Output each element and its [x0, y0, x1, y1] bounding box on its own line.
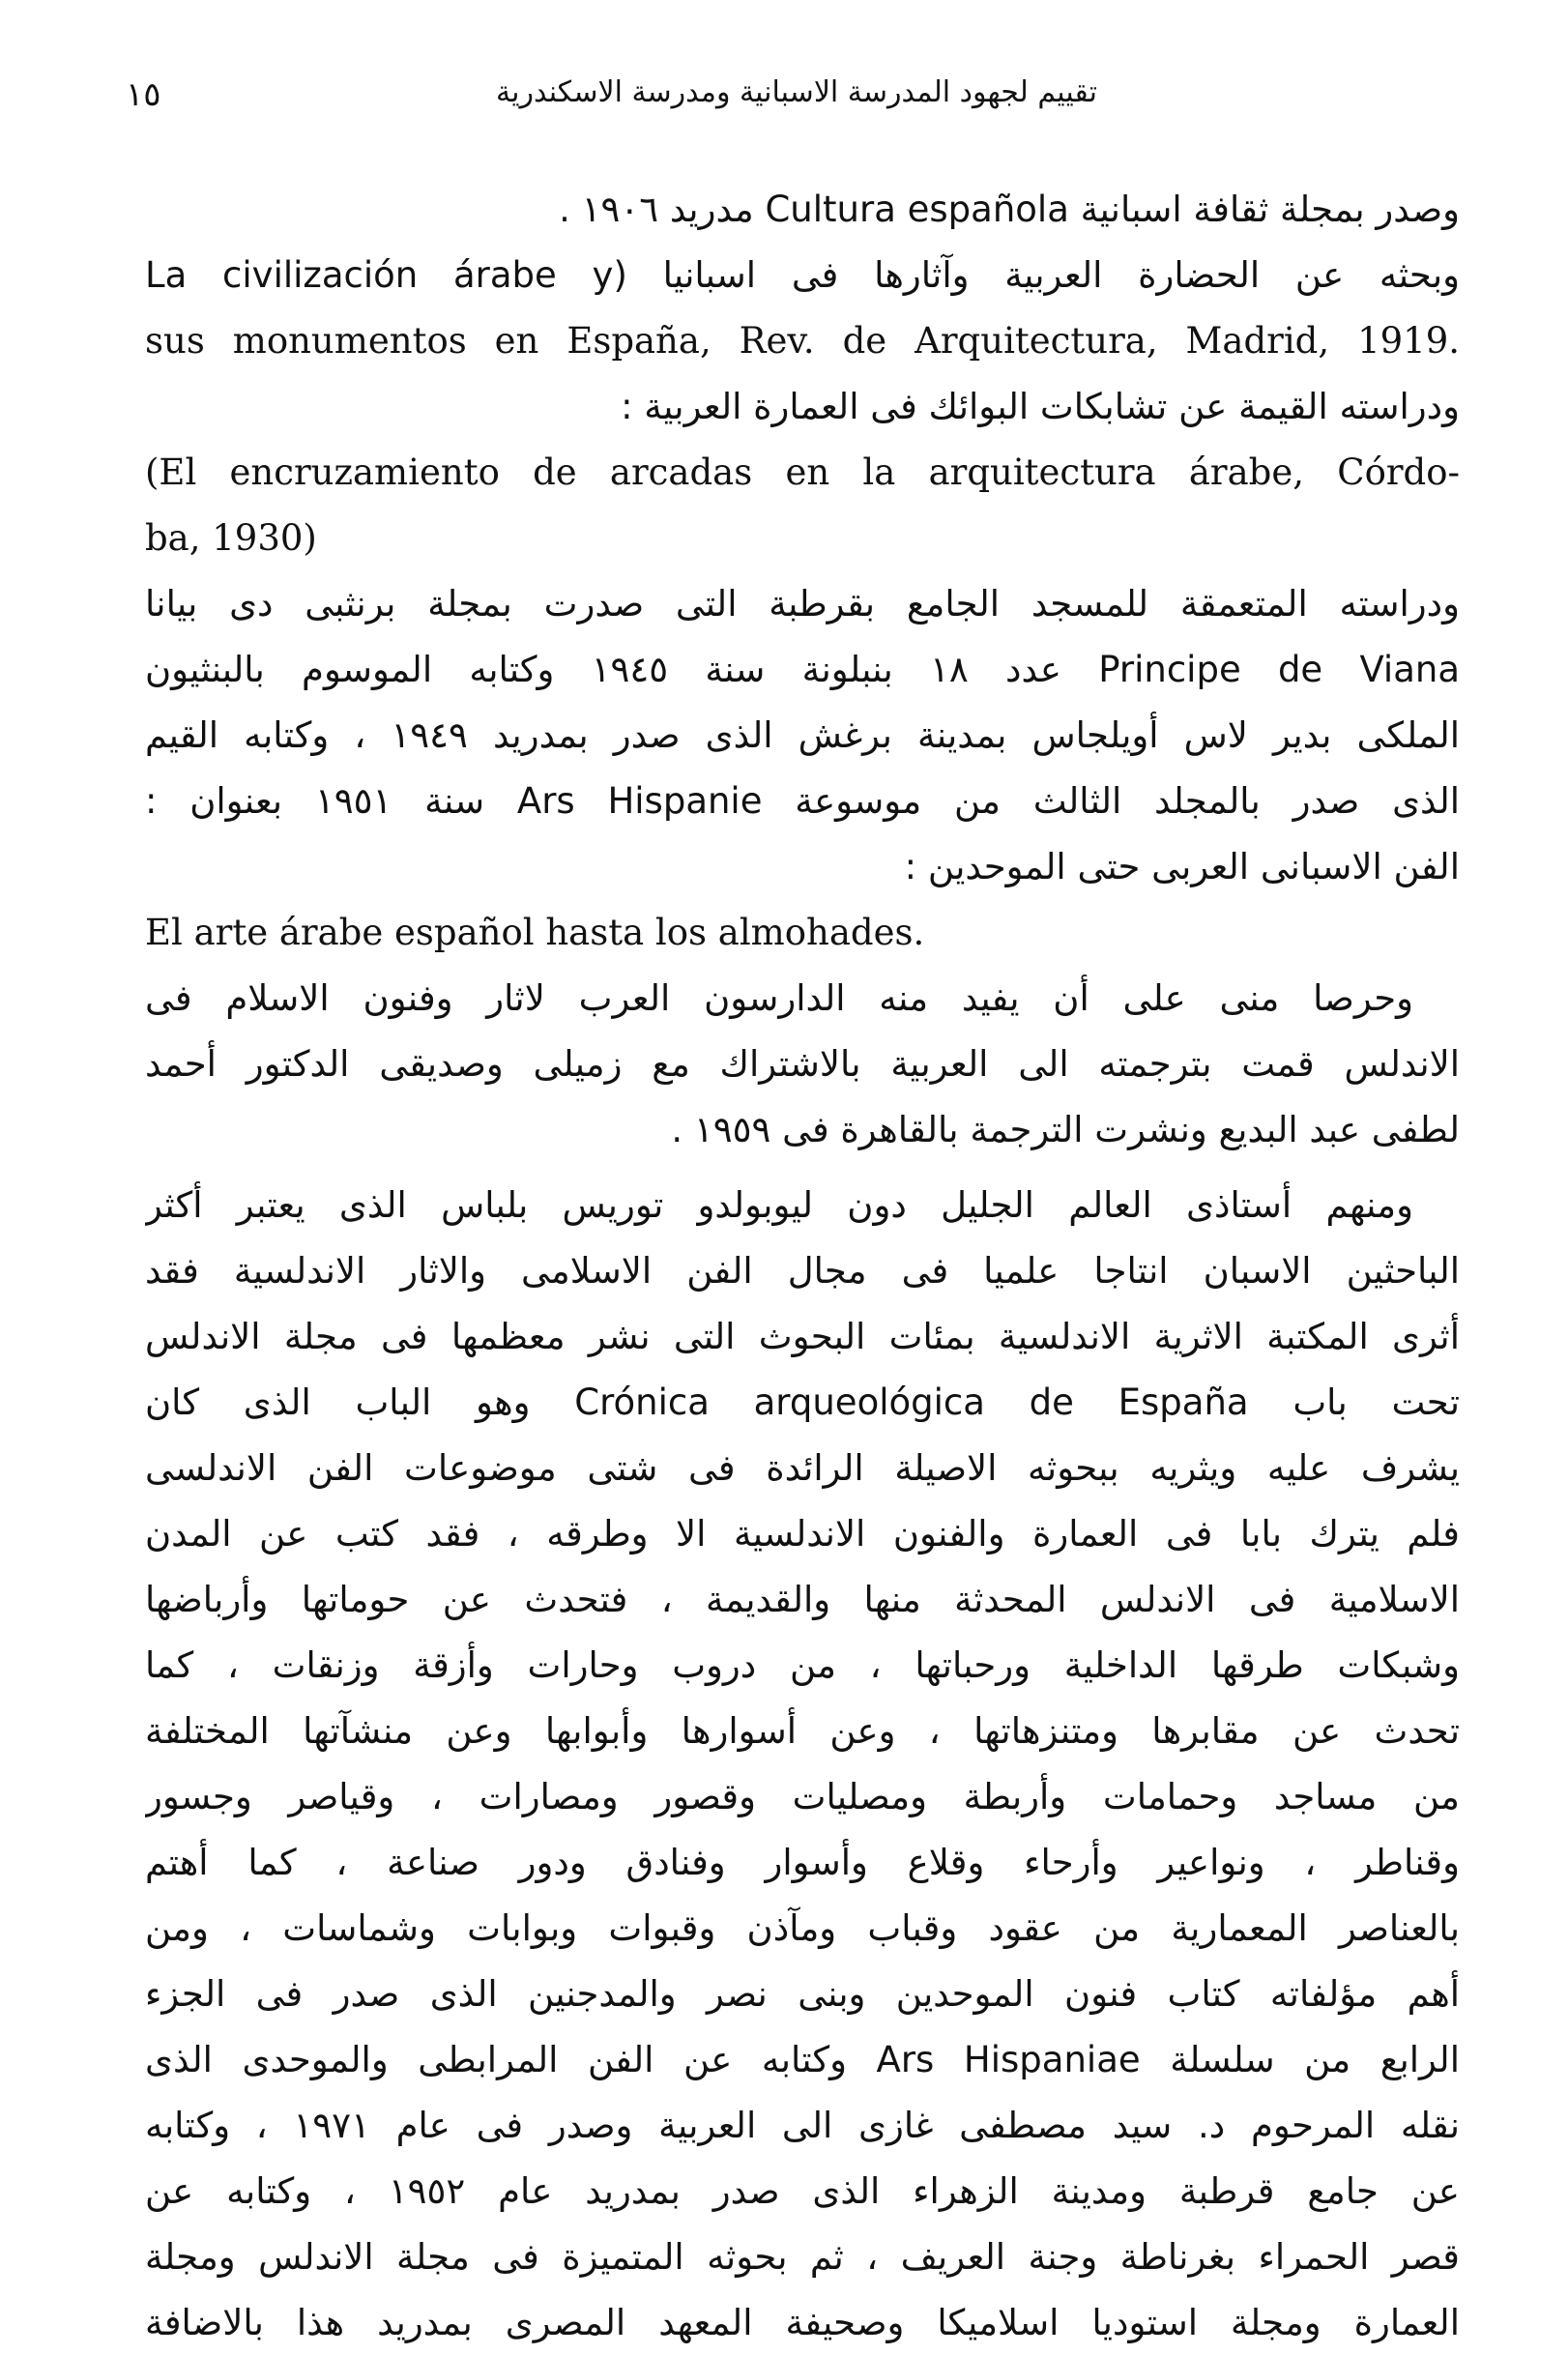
text-line	[145, 636, 1460, 702]
text-line	[145, 2224, 1460, 2289]
body-text	[145, 176, 1460, 2355]
text-line	[145, 1632, 1460, 1698]
text-line-content: تحت باب Crónica arqueológica de España وهو الباب الذى كان	[145, 1381, 1460, 1423]
text-line-content: الذى صدر بالمجلد الثالث من موسوعة Ars Hispanie سنة ١٩٥١ بعنوان :	[145, 779, 1460, 822]
text-line-content: لطفى عبد البديع ونشرت الترجمة بالقاهرة فى ١٩٥٩ .	[671, 1108, 1460, 1150]
text-line	[145, 1237, 1460, 1303]
text-line	[145, 570, 1460, 636]
text-line	[145, 833, 1460, 899]
text-line	[145, 307, 1460, 373]
text-line-content: الاسلامية فى الاندلس المحدثة منها والقديمة ، فتحدث عن حوماتها وأرباضها	[145, 1578, 1460, 1620]
text-line	[145, 1566, 1460, 1632]
text-line-content: وشبكات طرقها الداخلية ورحباتها ، من دروب وحارات وأزقة وزنقات ، كما	[145, 1643, 1460, 1686]
text-line	[145, 1698, 1460, 1763]
text-line	[145, 2158, 1460, 2224]
text-line-content: الباحثين الاسبان انتاجا علميا فى مجال الفن الاسلامى والاثار الاندلسية فقد	[145, 1249, 1460, 1292]
text-line	[145, 373, 1460, 439]
text-line-content: عن جامع قرطبة ومدينة الزهراء الذى صدر بمدريد عام ١٩٥٢ ، وكتابه عن	[145, 2169, 1460, 2212]
text-line-content: بالعناصر المعمارية من عقود وقباب ومآذن وقبوات وبوابات وشماسات ، ومن	[145, 1906, 1460, 1949]
text-line-content: الاندلس قمت بترجمته الى العربية بالاشتراك مع زميلى وصديقى الدكتور أحمد	[145, 1042, 1460, 1085]
text-line-content: وقناطر ، ونواعير وأرحاء وقلاع وأسوار وفنادق ودور صناعة ، كما أهتم	[145, 1841, 1460, 1883]
text-line-content: sus monumentos en España, Rev. de Arquitectura, Madrid, 1919.	[145, 319, 1460, 362]
text-line	[145, 1031, 1460, 1096]
text-line	[145, 768, 1460, 833]
text-line	[145, 1303, 1460, 1369]
running-title: تقييم لجهود المدرسة الاسبانية ومدرسة الاسكندرية	[496, 75, 1097, 109]
text-line-content: فلم يترك بابا فى العمارة والفنون الاندلسية الا وطرقه ، فقد كتب عن المدن	[145, 1512, 1460, 1555]
text-line-content: نقله المرحوم د. سيد مصطفى غازى الى العربية وصدر فى عام ١٩٧١ ، وكتابه	[145, 2104, 1460, 2146]
text-line-content: وبحثه عن الحضارة العربية وآثارها فى اسبانيا (La civilización árabe y	[145, 253, 1460, 296]
text-line-content: الملكى بدير لاس أويلجاس بمدينة برغش الذى صدر بمدريد ١٩٤٩ ، وكتابه القيم	[145, 713, 1460, 756]
text-line-content: العمارة ومجلة استوديا اسلاميكا وصحيفة المعهد المصرى بمدريد هذا بالاضافة	[145, 2301, 1460, 2343]
text-line-content: أثرى المكتبة الاثرية الاندلسية بمئات البحوث التى نشر معظمها فى مجلة الاندلس	[145, 1315, 1460, 1357]
text-line-content: ومنهم أستاذى العالم الجليل دون ليوبولدو توريس بلباس الذى يعتبر أكثر	[145, 1183, 1413, 1226]
text-line	[145, 1500, 1460, 1566]
page-header	[126, 75, 1467, 124]
text-line-content: ودراسته المتعمقة للمسجد الجامع بقرطبة التى صدرت بمجلة برنثبى دى بيانا	[145, 582, 1460, 625]
text-line-content: الرابع من سلسلة Ars Hispaniae وكتابه عن الفن المرابطى والموحدى الذى	[145, 2038, 1460, 2080]
text-line-content: وحرصا منى على أن يفيد منه الدارسون العرب لاثار وفنون الاسلام فى	[145, 976, 1413, 1019]
paragraph-gap	[145, 1162, 1460, 1172]
text-line-content: من مساجد وحمامات وأربطة ومصليات وقصور ومصارات ، وقياصر وجسور	[145, 1775, 1460, 1817]
text-line-content: ba, 1930)	[145, 516, 317, 559]
text-line	[145, 1829, 1460, 1895]
text-line-content: الفن الاسبانى العربى حتى الموحدين :	[904, 845, 1460, 887]
text-line-content: ودراسته القيمة عن تشابكات البوائك فى العمارة العربية :	[621, 385, 1460, 427]
text-line-content: El arte árabe español hasta los almohades.	[145, 911, 925, 953]
text-line-content: Principe de Viana عدد ١٨ بنبلونة سنة ١٩٤٥ وكتابه الموسوم بالبنثيون	[145, 648, 1460, 690]
text-line-content: يشرف عليه ويثريه ببحوثه الاصيلة الرائدة فى شتى موضوعات الفن الاندلسى	[145, 1446, 1460, 1489]
text-line	[145, 1961, 1460, 2026]
text-line	[145, 2289, 1460, 2355]
text-line	[145, 505, 1460, 570]
text-line	[145, 702, 1460, 768]
text-line	[145, 2092, 1460, 2158]
text-line	[145, 2026, 1460, 2092]
text-line	[145, 242, 1460, 307]
text-line	[145, 1172, 1460, 1237]
text-line	[145, 1895, 1460, 1961]
text-line-content: أهم مؤلفاته كتاب فنون الموحدين وبنى نصر والمدجنين الذى صدر فى الجزء	[145, 1972, 1460, 2015]
text-line	[145, 1096, 1460, 1162]
text-line-content: وصدر بمجلة ثقافة اسبانية Cultura española مدريد ١٩٠٦ .	[559, 188, 1460, 230]
text-line	[145, 899, 1460, 965]
text-line	[145, 965, 1460, 1031]
text-line-content: تحدث عن مقابرها ومتنزهاتها ، وعن أسوارها وأبوابها وعن منشآتها المختلفة	[145, 1709, 1460, 1752]
text-line	[145, 1435, 1460, 1500]
text-line-content: قصر الحمراء بغرناطة وجنة العريف ، ثم بحوثه المتميزة فى مجلة الاندلس ومجلة	[145, 2235, 1460, 2278]
text-line	[145, 1763, 1460, 1829]
page-number: ١٥	[126, 75, 161, 114]
text-line-content: (El encruzamiento de arcadas en la arquitectura árabe, Córdo-	[145, 451, 1460, 493]
text-line	[145, 1369, 1460, 1435]
text-line	[145, 439, 1460, 505]
text-line	[145, 176, 1460, 242]
